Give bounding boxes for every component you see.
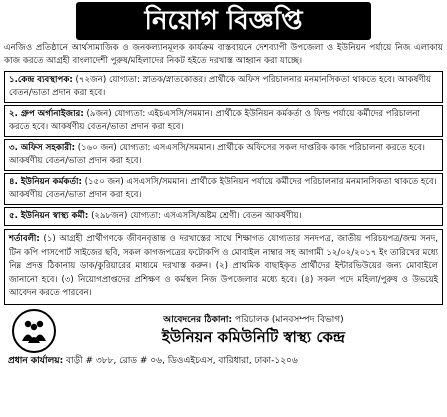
footer [4, 309, 443, 353]
position-4-heading: ৪. ইউনিয়ন কর্মকর্তা: [9, 177, 82, 187]
organization-name: ইউনিয়ন কমিউনিটি স্বাস্থ্য কেন্দ্র [161, 328, 346, 346]
terms-heading: শর্তাবলী: [9, 234, 40, 244]
title-banner [4, 2, 443, 40]
position-4 [4, 173, 443, 205]
intro-paragraph: এনজিও প্রতিষ্ঠানে আর্থসামাজিক ও জনকল্যানমূলক কার্যক্রম বাস্তবায়নে দেশব্যাপী উপজেলা ও ইউনিয়ন পর্যায়ে নিজ এলাকায় কাজ করতে আগ্রহী বাংলাদেশী পুরুষ/মহিলাদের নিকট হইতে দরখাস্ত আহ্বান করা যাচ্ছে। [4, 43, 443, 66]
position-2 [4, 105, 443, 137]
page-title: নিয়োগ বিজ্ঞপ্তি [144, 6, 303, 36]
position-5 [4, 207, 443, 226]
position-2-text: (৯জন) যোগ্যতা: এইচএসসি/সমমান। প্রার্থীকে ইউনিয়ন কর্মকর্তা ও ফিল্ড পর্যায়ে কর্মীদের পরিচালনা করতে হবে। আকর্ষণীয় বেতন/ভাতা প্রদান করা হবে। [9, 109, 421, 132]
position-1-heading: ১.কেন্দ্র ব্যবস্থাপক: [9, 75, 73, 85]
terms-text: (১) আগ্রহী প্রার্থীগণকে জীবনবৃত্তান্ত ও দরখাস্তের সাথে শিক্ষাগত যোগ্যতার সনদপত্র, জাতীয় পরিচয়পত্র/জন্ম সনদ, টিন কপি পাসপোর্ট সাইজের ছবি, সকল কাগজপত্রের ফটোকপি ও মোবাইল নাম্বার সহ আগামী ১২/০২/২০১৭ ইং তারিখের মধ্যে নিম্ন প্রদত্ত ঠিকানায় ডাক/কুরিয়ারের মাধ্যমে দরখাস্ত করুন। (২) প্রাথমিক বাছাইকৃত প্রার্থীদের ইন্টারভিউয়ের জন্য মোবাইলে জানানো হবে। (৩) নিয়োগপ্রাপ্তদের প্রশিক্ষণ ও কর্মস্থল নিজ উপজেলার মধ্যে হবে। (৪) সকল পদে মহিলা/পুরুষ ও উভয়েই আবেদন করতে পারবেন। [9, 234, 438, 298]
position-3-heading: ৩. অফিস সহকারী: [9, 143, 76, 153]
position-3-text: (১৬০ জন) যোগ্যতা: এসএসসি/সমমান। প্রার্থীকে অফিসের সকল দাপ্তরিক কাজ পরিচালনা করতে হবে। আকর্ষণীয় বেতন/ভাতা প্রদান করা হবে। [9, 143, 425, 166]
position-2-heading: ২. গ্রুপ অর্গানাইজার: [9, 109, 84, 119]
terms-box [4, 229, 443, 305]
footer-text [64, 314, 443, 347]
position-4-text: (১৫০ জন) এসএসসি/সমমান। প্রার্থীকে ইউনিয়ন পর্যায়ে কর্মীদের পরিচালনার মনমানসিকতা থাকতে হবে। আকর্ষণীয় বেতন/ভাতা প্রদান করা হবে। [9, 177, 437, 200]
head-office-line [4, 355, 443, 368]
org-logo-icon [12, 309, 56, 353]
people-icon [18, 315, 50, 347]
position-3 [4, 139, 443, 171]
address-label: আবেদনের ঠিকানা: [163, 315, 233, 325]
position-5-text: (২৯৮জন) যোগ্যতা: এসএসসি/অষ্টম শ্রেণী। বেতন আকর্ষণীয়। [88, 211, 302, 221]
office-address: বাড়ী # ৩৮৮, রোড # ০৬, ডিওএইচএস, বারিধারা, ঢাকা-১২০৬ [63, 355, 298, 366]
position-1 [4, 71, 443, 103]
address-value: পরিচালক (মানবসম্পদ বিভাগ) [232, 315, 344, 325]
office-label: প্রধান কার্যালয়: [8, 355, 64, 366]
address-line [163, 314, 343, 327]
position-5-heading: ৫. ইউনিয়ন স্বাস্থ্য কর্মী: [9, 211, 89, 221]
position-1-text: (৭২জন) যোগ্যতা: স্নাতক/স্নাতকোত্তর। প্রার্থীকে অফিস পরিচালনার মনমানসিকতা থাকতে হবে। আকর্ষণীয় বেতন/ভাতা প্রদান করা হবে। [9, 75, 432, 98]
